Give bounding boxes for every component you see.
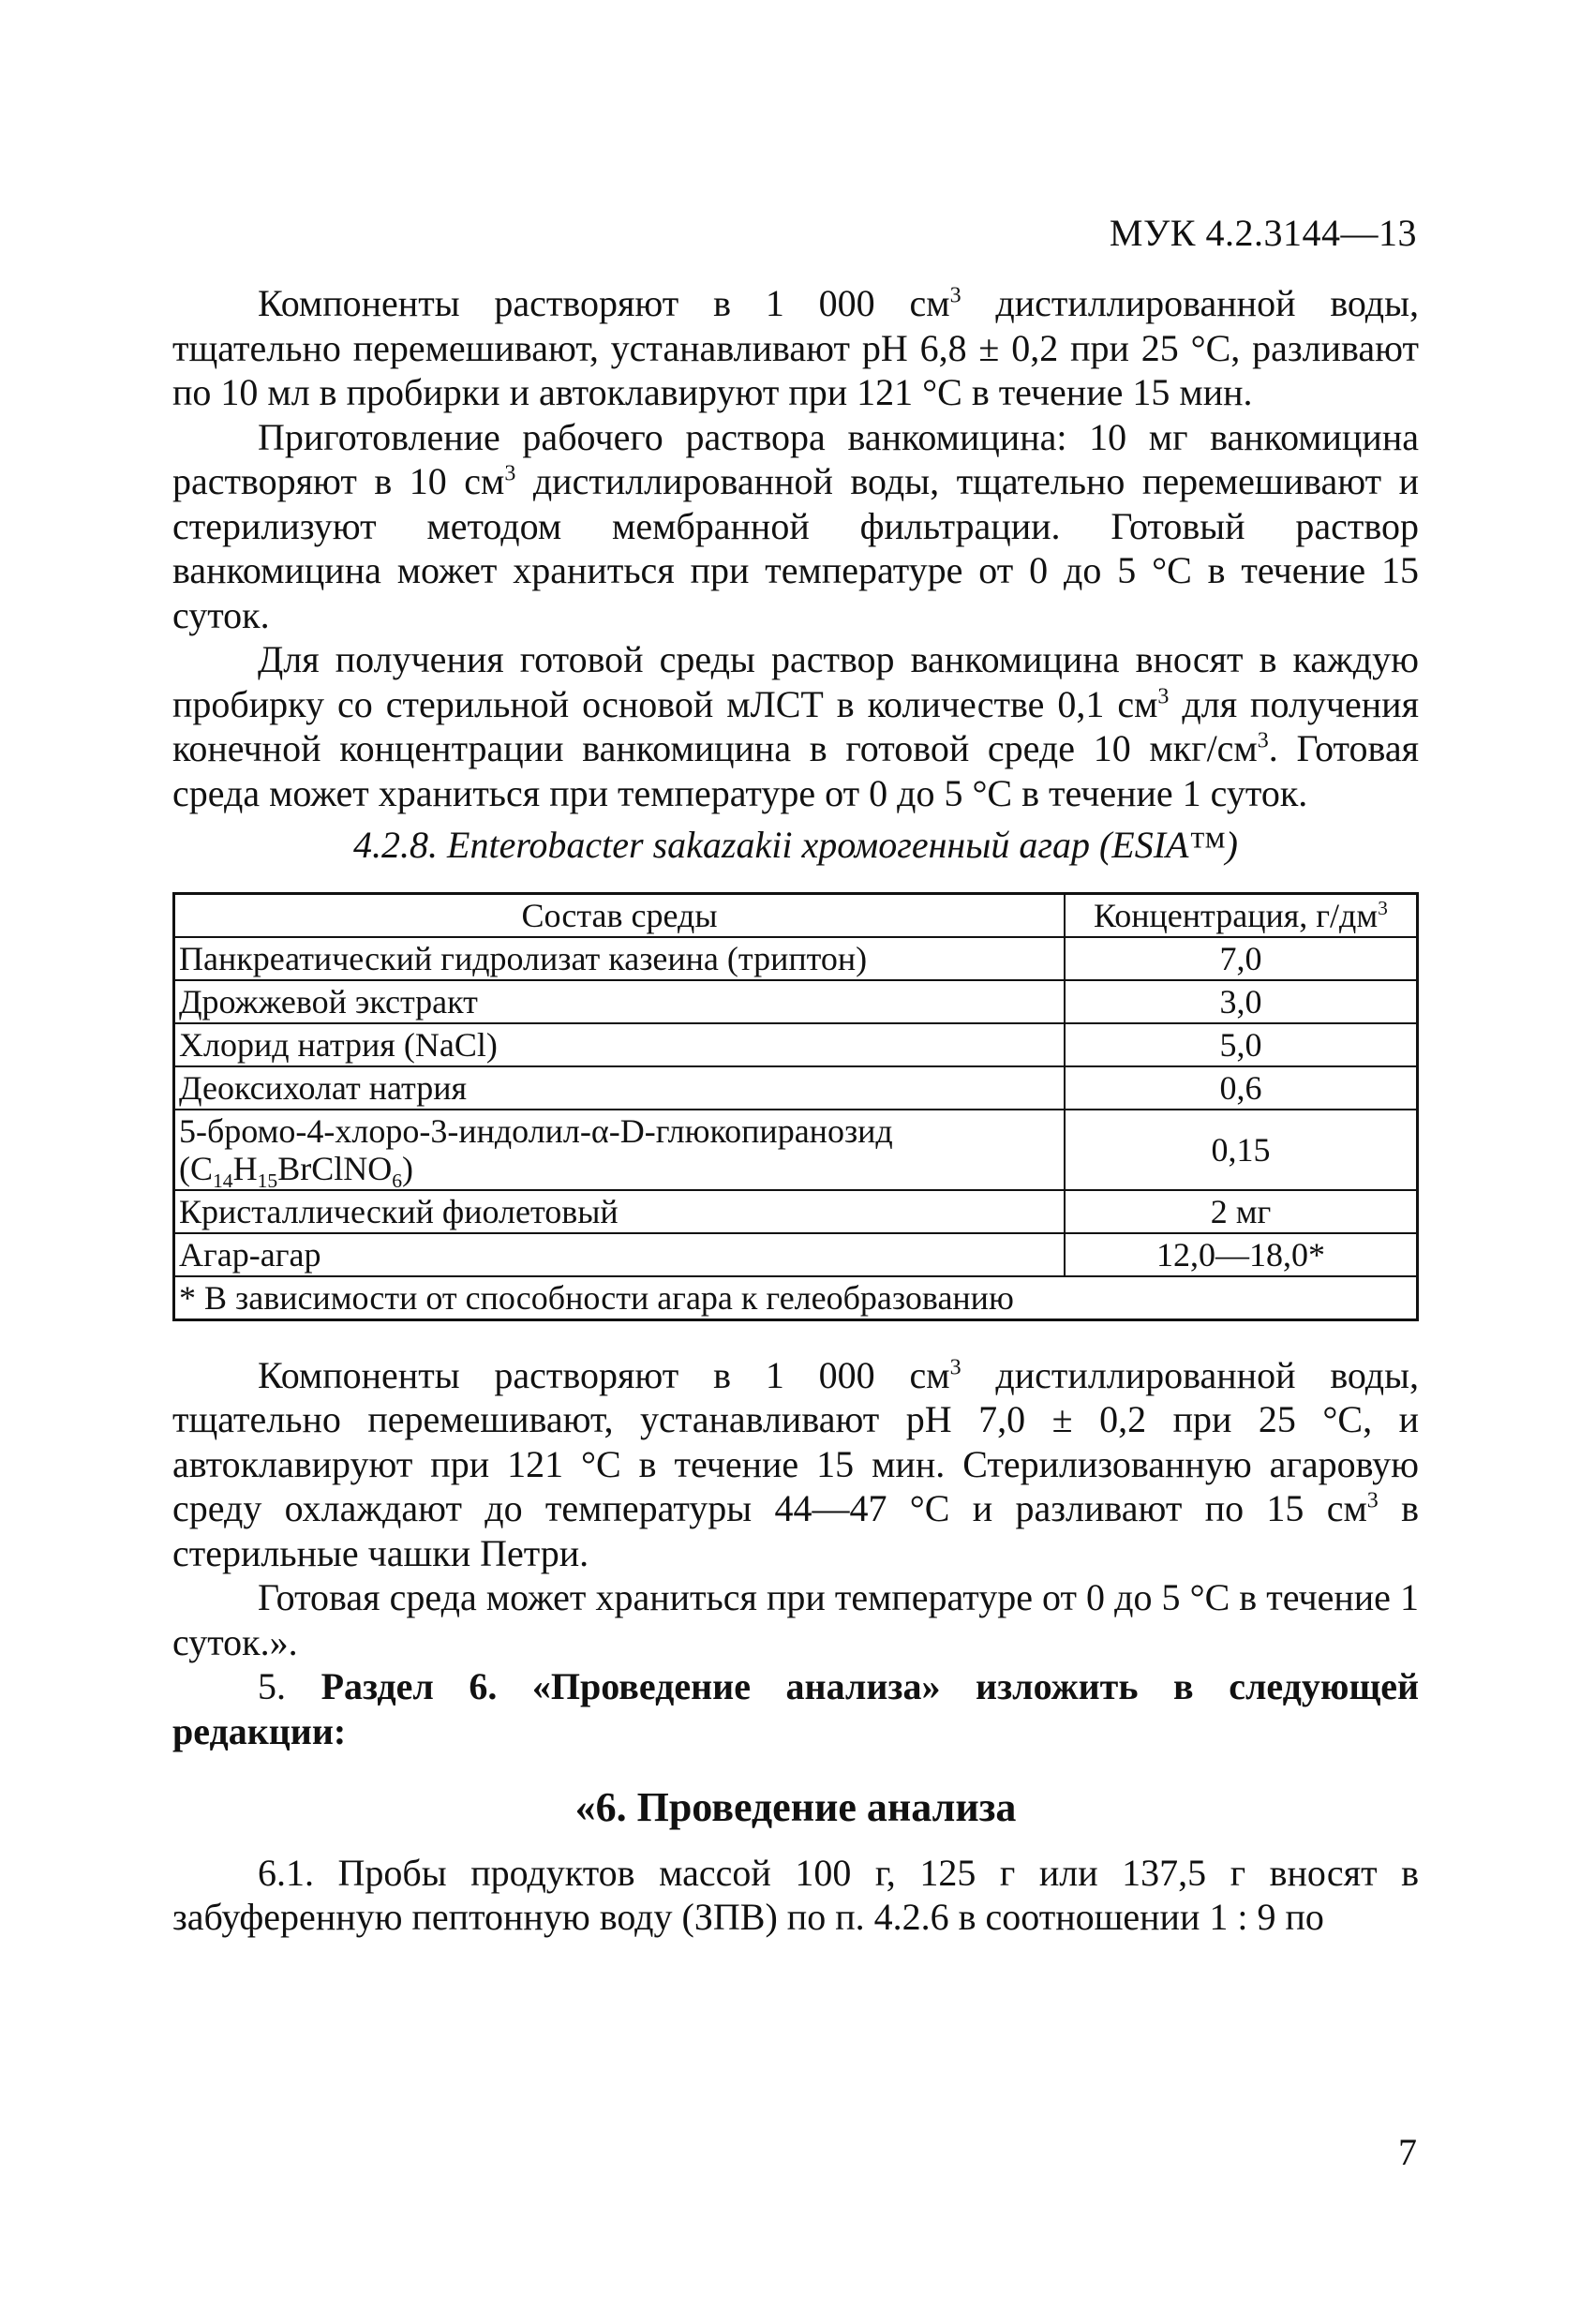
superscript: 3 [1257, 728, 1269, 753]
text-run: 5. [258, 1665, 321, 1707]
paragraph-components-dissolve-1 [172, 281, 1419, 415]
paragraph-storage: Готовая среда может храниться при температуре от 0 до 5 °С в течение 1 суток.». [172, 1576, 1419, 1663]
spacer [172, 1321, 1419, 1353]
text-run: дистиллированной воды, тщательно перемешивают, устанавливают рН 6,8 ± 0,2 при 25 °С, разливают по 10 мл в пробирки и автоклавируют при 121 °С в течение 15 мин. [172, 282, 1420, 413]
header-cell-composition: Состав среды [174, 893, 1066, 937]
header-cell-concentration [1065, 893, 1418, 937]
cell-value: 5,0 [1065, 1023, 1418, 1066]
table-caption: 4.2.8. Enterobacter sakazakii хромогенный агар (ESIA™) [353, 824, 1238, 866]
text-run: H [232, 1149, 258, 1187]
superscript: 3 [1366, 1488, 1379, 1513]
subscript: 14 [213, 1169, 233, 1192]
superscript: 3 [504, 461, 516, 486]
text-run: Раздел 6. «Проведение анализа» изложить в следующей редакции: [172, 1665, 1420, 1752]
table-row [174, 1110, 1418, 1190]
table-header-row [174, 893, 1418, 937]
subscript: 6 [392, 1169, 402, 1192]
superscript: 3 [949, 283, 961, 308]
text-run: дистиллированной воды, тщательно перемешивают и стерилизуют методом мембранной фильтрации. Готовый раствор ванкомицина может храниться при температуре от 0 до 5 °С в течение 15 суток. [172, 460, 1419, 636]
cell-value: 0,15 [1065, 1110, 1418, 1190]
cell-value: 2 мг [1065, 1190, 1418, 1233]
table-row [174, 1233, 1418, 1276]
text-run: Для получения готовой среды раствор ванкомицина вносят в каждую пробирку со стерильной основой мЛСТ в количестве 0,1 см [172, 638, 1419, 725]
cell-component: Дрожжевой экстракт [174, 980, 1066, 1023]
cell-value: 3,0 [1065, 980, 1418, 1023]
subscript: 15 [257, 1169, 278, 1192]
paragraph-ready-medium [172, 637, 1419, 815]
cell-component: Деоксихолат натрия [174, 1066, 1066, 1110]
text-run: Компоненты растворяют в 1 000 см [258, 1353, 950, 1396]
text-run: BrClNO [277, 1149, 393, 1187]
section-heading-analysis: «6. Проведение анализа [574, 1784, 1017, 1830]
cell-value: 0,6 [1065, 1066, 1418, 1110]
table-row [174, 980, 1418, 1023]
text-run: (C [179, 1149, 213, 1187]
paragraph-components-dissolve-2 [172, 1353, 1419, 1576]
cell-component: Кристаллический фиолетовый [174, 1190, 1066, 1233]
text-run: ) [402, 1149, 413, 1187]
cell-value: 7,0 [1065, 937, 1418, 980]
superscript: 3 [949, 1355, 961, 1380]
paragraph-vancomycin-prep [172, 415, 1419, 638]
text-run: Приготовление рабочего раствора ванкомицина: 10 мг ванкомицина растворяют в 10 см [172, 415, 1419, 502]
superscript: 3 [1378, 896, 1388, 919]
table-row [174, 1066, 1418, 1110]
text-run: Компоненты растворяют в 1 000 см [258, 282, 950, 324]
table-row [174, 1190, 1418, 1233]
cell-value: 12,0—18,0* [1065, 1233, 1418, 1276]
paragraph-section-5 [172, 1664, 1419, 1753]
cell-component: Панкреатический гидролизат казеина (триптон) [174, 937, 1066, 980]
table-footnote: * В зависимости от способности агара к гелеобразованию [174, 1276, 1418, 1320]
text-run: для получения конечной концентрации ванкомицина в готовой среде 10 мкг/см [172, 682, 1419, 769]
page-header-doc-id: МУК 4.2.3144—13 [1109, 212, 1417, 254]
text-run: в стерильные чашки Петри. [172, 1487, 1419, 1574]
superscript: 3 [1157, 684, 1170, 709]
text-run: дистиллированной воды, тщательно перемешивают, устанавливают рН 7,0 ± 0,2 при 25 °С, и автоклавируют при 121 °С в течение 15 мин. Стерилизованную агаровую среду охлаждают до температуры 44—47 °С и разливают по 15 см [172, 1353, 1420, 1529]
table-row [174, 937, 1418, 980]
page-number: 7 [1398, 2131, 1417, 2173]
table-footnote-row [174, 1276, 1418, 1320]
cell-component [174, 1110, 1066, 1190]
text-run: Концентрация, г/дм [1094, 896, 1379, 934]
text-run: 5-бромо-4-хлоро-3-индолил-α-D-глюкопиранозид [179, 1111, 893, 1150]
composition-table [172, 892, 1419, 1321]
table-row [174, 1023, 1418, 1066]
cell-component: Агар-агар [174, 1233, 1066, 1276]
text-run: . Готовая среда может храниться при температуре от 0 до 5 °С в течение 1 суток. [172, 727, 1419, 814]
document-body [172, 281, 1419, 1940]
paragraph-6-1: 6.1. Пробы продуктов массой 100 г, 125 г или 137,5 г вносят в забуференную пептонную воду (ЗПВ) по п. 4.2.6 в соотношении 1 : 9 по [172, 1851, 1419, 1938]
cell-component: Хлорид натрия (NaCl) [174, 1023, 1066, 1066]
